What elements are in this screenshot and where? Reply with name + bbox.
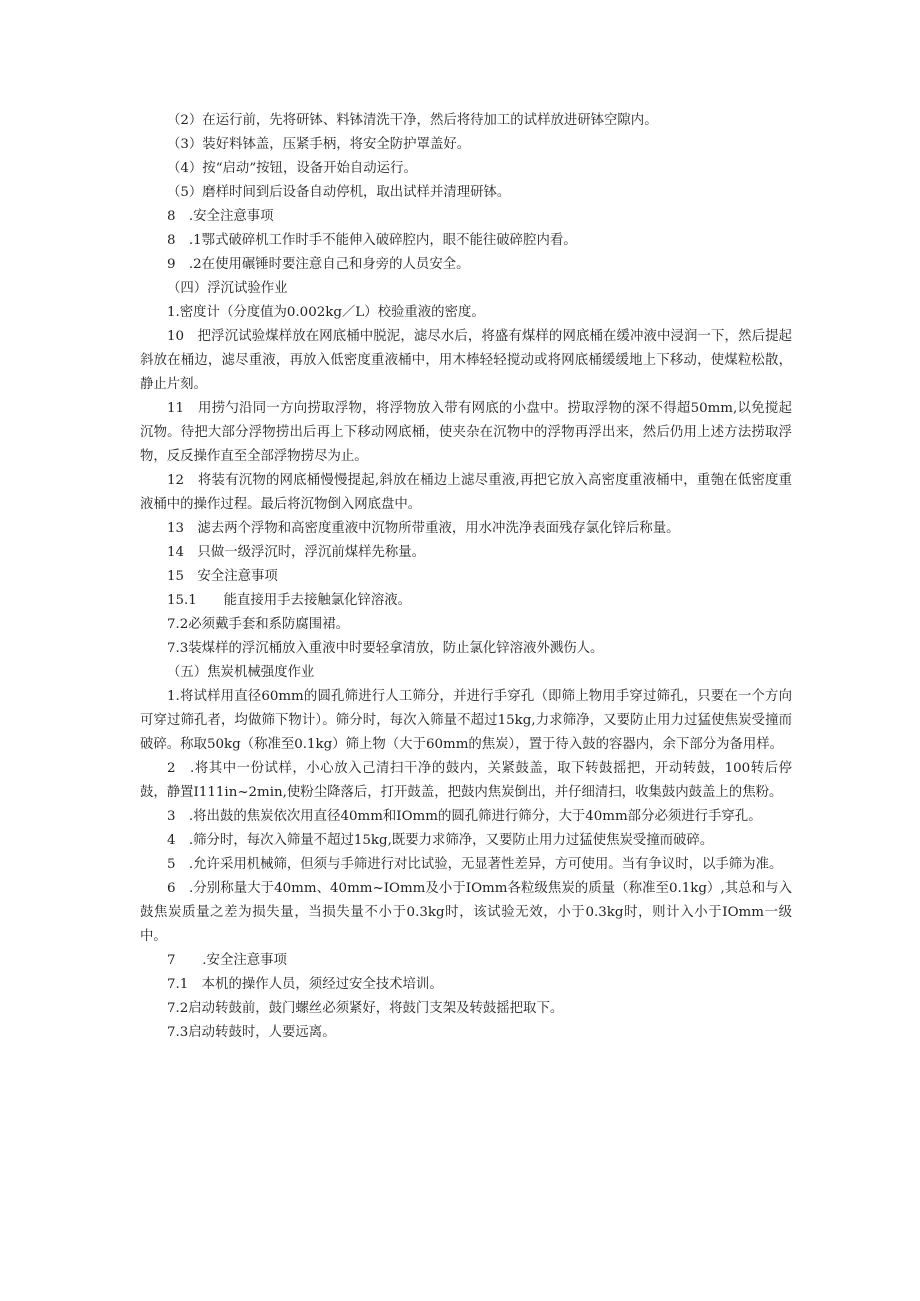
paragraph: 15.1 能直接用手去接触氯化锌溶液。 bbox=[167, 593, 412, 608]
document-body bbox=[140, 109, 792, 1045]
paragraph: 2 .将其中一份试样，小心放入己清扫干净的鼓内，关紧鼓盖，取下转鼓摇把，开动转鼓，100转后停鼓，静置I111in~2min,使粉尘降落后，打开鼓盖，把鼓内焦炭倒出，并仔细清扫，收集鼓内鼓盖上的焦粉。 bbox=[140, 761, 792, 800]
paragraph: （2）在运行前，先将研钵、料钵清洗干净，然后将待加工的试样放进研钵空隙内。 bbox=[167, 113, 658, 128]
paragraph: 13 滤去两个浮物和高密度重液中沉物所带重液，用水冲洗净表面残存氯化锌后称量。 bbox=[167, 521, 680, 536]
paragraph: 10 把浮沉试验煤样放在网底桶中脱泥，滤尽水后，将盛有煤样的网底桶在缓冲液中浸润一下，然后提起斜放在桶边，滤尽重液，再放入低密度重液桶中，用木棒轻轻搅动或将网底桶缓缓地上下移动，使煤粒松散，静止片刻。 bbox=[140, 329, 792, 392]
paragraph: （3）装好料钵盖，压紧手柄，将安全防护罩盖好。 bbox=[167, 137, 471, 152]
paragraph: 8 .1鄂式破碎机工作时手不能伸入破碎腔内，眼不能往破碎腔内看。 bbox=[167, 233, 577, 248]
paragraph: 14 只做一级浮沉时，浮沉前煤样先称量。 bbox=[167, 545, 426, 560]
paragraph: 9 .2在使用碾锤时要注意自己和身旁的人员安全。 bbox=[167, 257, 470, 272]
paragraph: 1.密度计（分度值为0.002kg／L）校验重液的密度。 bbox=[167, 305, 485, 320]
section-heading: 7 .安全注意事项 bbox=[167, 953, 287, 968]
section-heading: （五）焦炭机械强度作业 bbox=[167, 665, 315, 680]
paragraph: 7.2必须戴手套和系防腐围裙。 bbox=[167, 617, 349, 632]
paragraph: （4）按“启动”按钮，设备开始自动运行。 bbox=[167, 161, 417, 176]
section-heading: 8 .安全注意事项 bbox=[167, 209, 274, 224]
section-heading: （四）浮沉试验作业 bbox=[167, 281, 288, 296]
paragraph: 5 .允许采用机械筛，但须与手筛进行对比试验，无显著性差异，方可使用。当有争议时，以手筛为准。 bbox=[167, 857, 783, 872]
paragraph: 7.3装煤样的浮沉桶放入重液中时要轻拿清放，防止氯化锌溶液外溅伤人。 bbox=[167, 641, 604, 656]
paragraph: 7.2启动转鼓前，鼓门螺丝必须紧好，将鼓门支架及转鼓摇把取下。 bbox=[167, 1001, 564, 1016]
paragraph: 1.将试样用直径60mm的圆孔筛进行人工筛分，并进行手穿孔（即筛上物用手穿过筛孔，只要在一个方向可穿过筛孔者，均做筛下物计）。筛分时，每次入筛量不超过15kg,力求筛净，又要防止用力过猛使焦炭受撞而破碎。称取50kg（称准至0.1kg）筛上物（大于60mm的焦炭），置于待入鼓的容器内，余下部分为备用样。 bbox=[140, 689, 792, 752]
paragraph: 12 将装有沉物的网底桶慢慢提起,斜放在桶边上滤尽重液,再把它放入高密度重液桶中，重匏在低密度重液桶中的操作过程。最后将沉物倒入网底盘中。 bbox=[140, 473, 792, 512]
section-heading: 15 安全注意事项 bbox=[167, 569, 278, 584]
paragraph: 3 .将出鼓的焦炭依次用直径40mm和IOmm的圆孔筛进行筛分，大于40mm部分必须进行手穿孔。 bbox=[167, 809, 762, 824]
paragraph: 11 用捞勺沿同一方向捞取浮物，将浮物放入带有网底的小盘中。捞取浮物的深不得超50mm,以免搅起沉物。待把大部分浮物捞出后再上下移动网底桶，使夹杂在沉物中的浮物再浮出来，然后仍用上述方法捞取浮物，反反操作直至全部浮物捞尽为止。 bbox=[140, 401, 792, 464]
paragraph: 4 .筛分时，每次入筛量不超过15kg,既要力求筛净，又要防止用力过猛使焦炭受撞而破碎。 bbox=[167, 833, 714, 848]
paragraph: 7.1 本机的操作人员，须经过安全技术培训。 bbox=[167, 977, 443, 992]
paragraph: 7.3启动转鼓时，人要远离。 bbox=[167, 1025, 336, 1040]
paragraph: 6 .分别称量大于40mm、40mm~IOmm及小于IOmm各粒级焦炭的质量（称准至0.1kg）,其总和与入鼓焦炭质量之差为损失量，当损失量不小于0.3kg时，该试验无效，小于0.3kg时，则计入小于IOmm一级中。 bbox=[140, 881, 792, 944]
paragraph: （5）磨样时间到后设备自动停机，取出试样并清理研钵。 bbox=[167, 185, 511, 200]
